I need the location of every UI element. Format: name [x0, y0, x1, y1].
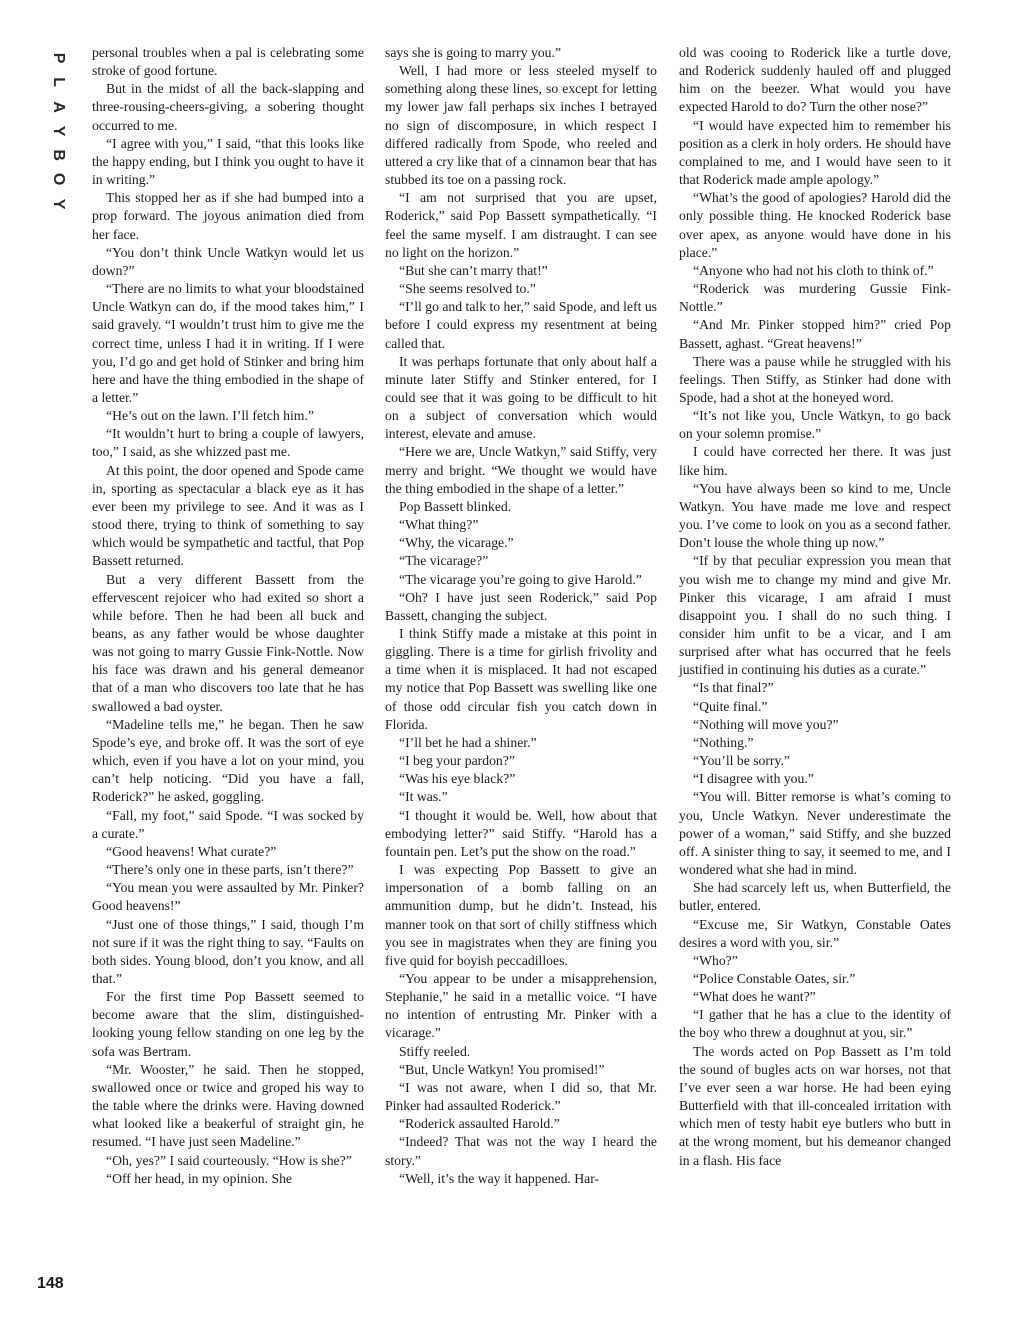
- paragraph: “What’s the good of apologies? Harold did the only possible thing. He knocked Roderick base over apex, as anyone would have done in his place.”: [679, 190, 951, 260]
- paragraph: “Off her head, in my opinion. She: [106, 1170, 293, 1186]
- paragraph: I could have corrected her there. It was just like him.: [679, 444, 951, 478]
- paragraph: Stiffy reeled.: [399, 1043, 471, 1059]
- paragraph: For the first time Pop Bassett seemed to become aware that the slim, distinguished-looking young fellow standing on one leg by the sofa was Bertram.: [92, 989, 364, 1059]
- paragraph: “Excuse me, Sir Watkyn, Constable Oates desires a word with you, sir.”: [679, 916, 951, 950]
- paragraph: personal troubles when a pal is celebrating some stroke of good fortune.: [92, 45, 364, 79]
- text-column-2: [385, 44, 657, 1188]
- paragraph: But in the midst of all the back-slapping and three-rousing-cheers-giving, a sobering thought occurred to me.: [92, 81, 364, 133]
- masthead-letter: B: [50, 149, 68, 162]
- paragraph: “You have always been so kind to me, Uncle Watkyn. You have made me love and respect you. I’ve come to look on you as a second father. Don’t louse the whole thing up now.”: [679, 480, 951, 551]
- paragraph: Pop Bassett blinked.: [399, 498, 512, 514]
- masthead-letter: O: [50, 173, 68, 186]
- paragraph: But a very different Bassett from the effervescent rejoicer who had exited so short a while before. Then he had been all buck and beans, as any father would be whose daughter was not going to marry Gussie Fink-Nottle. Now his face was drawn and his general demeanor that of a man who discovers too late that he has swallowed a bad oyster.: [92, 571, 364, 714]
- text-column-3: [679, 44, 951, 1170]
- paragraph: I think Stiffy made a mistake at this point in giggling. There is a time for girlish frivolity and a time when it is misplaced. It had not escaped my notice that Pop Bassett was swelling like one of those odd circular fish you catch down in Florida.: [385, 626, 657, 732]
- paragraph: “I’ll go and talk to her,” said Spode, and left us before I could express my resentment at being called that.: [385, 299, 657, 351]
- paragraph: “I gather that he has a clue to the identity of the boy who threw a doughnut at you, sir.”: [679, 1007, 951, 1041]
- paragraph: “Was his eye black?”: [399, 771, 516, 787]
- paragraph: At this point, the door opened and Spode came in, sporting as spectacular a black eye as it has ever been my privilege to see. And it was as I stood there, trying to think of something to say which would be sympathetic and tactful, that Pop Bassett returned.: [92, 462, 364, 569]
- paragraph: “It was.”: [399, 789, 448, 805]
- paragraph: “I disagree with you.”: [693, 771, 814, 787]
- paragraph: The words acted on Pop Bassett as I’m told the sound of bugles acts on war horses, not that I’ve ever seen a war horse. He had been eying Butterfield with that ill-concealed irritation with which men of testy habit eye butlers who butt in at the wrong moment, but his demeanor changed in a flash. His face: [679, 1043, 951, 1168]
- paragraph: This stopped her as if she had bumped into a prop forward. The joyous animation died from her face.: [92, 190, 364, 242]
- paragraph: “Quite final.”: [693, 698, 768, 714]
- paragraph: “She seems resolved to.”: [399, 281, 536, 297]
- magazine-masthead: [44, 46, 72, 216]
- paragraph: “It’s not like you, Uncle Watkyn, to go back on your solemn promise.”: [679, 408, 951, 442]
- masthead-letter: A: [50, 100, 68, 113]
- paragraph: She had scarcely left us, when Butterfield, the butler, entered.: [679, 880, 951, 914]
- paragraph: It was perhaps fortunate that only about half a minute later Stiffy and Stinker entered, for I could see that it was going to be difficult to hit on a subject of conversation which would interest, elevate and amuse.: [385, 353, 657, 442]
- paragraph: “Roderick was murdering Gussie Fink-Nottle.”: [679, 281, 951, 315]
- paragraph: “Indeed? That was not the way I heard the story.”: [385, 1134, 657, 1168]
- paragraph: “I was not aware, when I did so, that Mr. Pinker had assaulted Roderick.”: [385, 1079, 657, 1114]
- paragraph: “You will. Bitter remorse is what’s coming to you, Uncle Watkyn. Never underestimate the power of a woman,” said Stiffy, and she buzzed off. A sinister thing to say, it seemed to me, and I wondered what she had in mind.: [679, 789, 951, 878]
- paragraph: “Roderick assaulted Harold.”: [399, 1116, 560, 1132]
- paragraph: “I am not surprised that you are upset, Roderick,” said Pop Bassett sympathetically. “I feel the same myself. I am distraught. I can see no light on the horizon.”: [385, 190, 657, 260]
- paragraph: “Oh, yes?” I said courteously. “How is she?”: [106, 1152, 352, 1168]
- paragraph: “Oh? I have just seen Roderick,” said Pop Bassett, changing the subject.: [385, 589, 657, 623]
- paragraph: “You appear to be under a misapprehension, Stephanie,” he said in a metallic voice. “I have no intention of entrusting Mr. Pinker with a vicarage.”: [385, 970, 657, 1041]
- paragraph: “I thought it would be. Well, how about that embodying letter?” said Stiffy. “Harold has a fountain pen. Let’s put the show on the road.”: [385, 807, 657, 859]
- paragraph: I was expecting Pop Bassett to give an impersonation of a bomb falling on an ammunition dump, but he didn’t. Instead, his manner took on that sort of chilly stiffness which you see in magistrates when they are fining you five quid for boyish peccadilloes.: [385, 862, 657, 968]
- paragraph: “Fall, my foot,” said Spode. “I was socked by a curate.”: [92, 807, 364, 841]
- paragraph: “I’ll bet he had a shiner.”: [399, 734, 537, 750]
- paragraph: “I would have expected him to remember his position as a clerk in holy orders. He should have complained to me, and I would have seen to it that Roderick made ample apology.”: [679, 117, 951, 188]
- paragraph: “Police Constable Oates, sir.”: [693, 970, 856, 986]
- masthead-letter: Y: [50, 198, 68, 210]
- paragraph: “Nothing.”: [693, 734, 754, 750]
- paragraph: “Nothing will move you?”: [693, 716, 839, 732]
- paragraph: “He’s out on the lawn. I’ll fetch him.”: [106, 408, 314, 424]
- paragraph: old was cooing to Roderick like a turtle dove, and Roderick suddenly hauled off and plugged him on the beezer. What would you have expected Harold to do? Turn the other nose?”: [679, 45, 951, 115]
- paragraph: “Mr. Wooster,” he said. Then he stopped, swallowed once or twice and groped his way to the table where the drinks were. Having downed what looked like a beakerful of straight gin, he resumed. “I have just seen Madeline.”: [92, 1061, 364, 1150]
- text-column-1: [92, 44, 364, 1188]
- paragraph: “I agree with you,” I said, “that this looks like the happy ending, but I think you ought to have it in writing.”: [92, 135, 364, 188]
- paragraph: “And Mr. Pinker stopped him?” cried Pop Bassett, aghast. “Great heavens!”: [679, 317, 951, 351]
- masthead-letter: L: [50, 77, 68, 88]
- paragraph: says she is going to marry you.”: [385, 45, 562, 60]
- paragraph: “There’s only one in these parts, isn’t there?”: [106, 862, 354, 878]
- paragraph: “Well, it’s the way it happened. Har-: [399, 1170, 600, 1186]
- paragraph: “Anyone who had not his cloth to think of.”: [693, 262, 934, 278]
- paragraph: “Good heavens! What curate?”: [106, 843, 277, 859]
- paragraph: “But she can’t marry that!”: [399, 262, 548, 278]
- paragraph: “If by that peculiar expression you mean that you wish me to change my mind and give Mr. Pinker this vicarage, I am afraid I must disappoint you. I shall do no such thing. I consider him unfit to be a vicar, and I am surprised after what has occurred that he feels justified in continuing his duties as a curate.”: [679, 553, 951, 678]
- paragraph: “You don’t think Uncle Watkyn would let us down?”: [92, 244, 364, 278]
- paragraph: “What thing?”: [399, 517, 479, 533]
- paragraph: “But, Uncle Watkyn! You promised!”: [399, 1061, 605, 1077]
- paragraph: Well, I had more or less steeled myself to something along these lines, so except for letting my lower jaw fall perhaps six inches I betrayed no sign of discomposure, in which respect I differed radically from Spode, who reeled and uttered a cry like that of a cinnamon bear that has stubbed its toe on a passing rock.: [385, 63, 657, 188]
- paragraph: “There are no limits to what your bloodstained Uncle Watkyn can do, if the mood takes him,” I said gravely. “I wouldn’t trust him to give me the correct time, unless I had it in writing. If I were you, I’d go and get hold of Stinker and bring him here and have the thing embodied in the shape of a letter.”: [92, 281, 364, 405]
- paragraph: “Just one of those things,” I said, though I’m not sure if it was the right thing to say. “Faults on both sides. Young blood, don’t you know, and all that.”: [92, 916, 364, 986]
- paragraph: “Why, the vicarage.”: [399, 535, 514, 551]
- paragraph: “I beg your pardon?”: [399, 753, 515, 769]
- paragraph: “The vicarage?”: [399, 553, 489, 569]
- masthead-letter: P: [50, 52, 68, 64]
- paragraph: “You mean you were assaulted by Mr. Pinker? Good heavens!”: [92, 880, 364, 914]
- paragraph: “You’ll be sorry.”: [693, 753, 790, 769]
- paragraph: “Who?”: [693, 952, 738, 968]
- paragraph: “The vicarage you’re going to give Harold.”: [399, 571, 642, 587]
- paragraph: “What does he want?”: [693, 989, 816, 1005]
- paragraph: “Here we are, Uncle Watkyn,” said Stiffy, very merry and bright. “We thought we would have the thing embodied in the shape of a letter.”: [385, 444, 657, 496]
- paragraph: “It wouldn’t hurt to bring a couple of lawyers, too,” I said, as she whizzed past me.: [92, 426, 364, 460]
- page-number: 148: [37, 1275, 64, 1292]
- paragraph: There was a pause while he struggled with his feelings. Then Stiffy, as Stinker had done with Spode, had a shot at the honeyed word.: [679, 353, 951, 405]
- masthead-letter: Y: [50, 125, 68, 137]
- paragraph: “Is that final?”: [693, 680, 774, 696]
- paragraph: “Madeline tells me,” he began. Then he saw Spode’s eye, and broke off. It was the sort of eye which, even if you have a lot on your mind, you can’t help noticing. “Did you have a fall, Roderick?” he asked, goggling.: [92, 716, 364, 805]
